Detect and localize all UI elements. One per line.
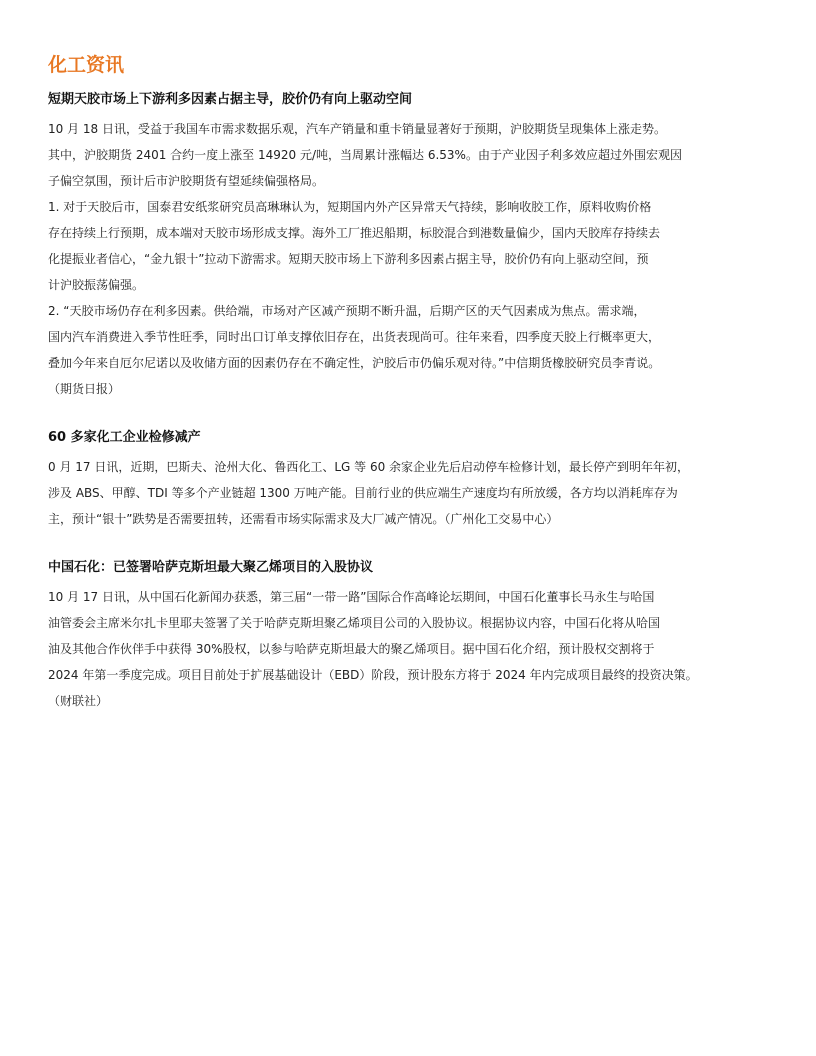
article-title: 中国石化：已签署哈萨克斯坦最大聚乙烯项目的入股协议 [48, 560, 374, 575]
body-line: 2. “天胶市场仍存在利多因素。供给端，市场对产区减产预期不断升温，后期产区的天气因素成为焦点。需求端， [48, 304, 646, 318]
body-line: （财联社） [48, 694, 109, 708]
body-line: 10 月 17 日讯，从中国石化新闻办获悉，第三届“一带一路”国际合作高峰论坛期间，中国石化董事长马永生与哈国 [48, 590, 655, 604]
article-title: 短期天胶市场上下游利多因素占据主导，胶价仍有向上驱动空间 [48, 92, 413, 107]
article-sinopec-kazakhstan [48, 558, 784, 714]
article-title: 60 多家化工企业检修减产 [48, 430, 201, 445]
body-line: 化提振业者信心，“金九银十”拉动下游需求。短期天胶市场上下游利多因素占据主导，胶价仍有向上驱动空间，预 [48, 252, 649, 266]
body-line: 10 月 18 日讯，受益于我国车市需求数据乐观，汽车产销量和重卡销量显著好于预期，沪胶期货呈现集体上涨走势。 [48, 122, 666, 136]
article-body [48, 116, 784, 402]
article-body [48, 584, 784, 714]
body-line: 涉及 ABS、甲醇、TDI 等多个产业链超 1300 万吨产能。目前行业的供应端生产速度均有所放缓，各方均以消耗库存为 [48, 486, 678, 500]
body-line: 其中，沪胶期货 2401 合约一度上涨至 14920 元/吨，当周累计涨幅达 6.53%。由于产业因子利多效应超过外围宏观因 [48, 148, 682, 162]
body-line: 国内汽车消费进入季节性旺季，同时出口订单支撑依旧存在，出货表现尚可。往年来看，四季度天胶上行概率更大， [48, 330, 661, 344]
body-line: 叠加今年来自厄尔尼诺以及收储方面的因素仍存在不确定性，沪胶后市仍偏乐观对待。”中信期货橡胶研究员李青说。 [48, 356, 661, 370]
body-line: 0 月 17 日讯，近期，巴斯夫、沧州大化、鲁西化工、LG 等 60 余家企业先后启动停车检修计划，最长停产到明年年初， [48, 460, 690, 474]
article-chemical-maintenance [48, 428, 784, 532]
body-line: 油管委会主席米尔扎卡里耶夫签署了关于哈萨克斯坦聚乙烯项目公司的入股协议。根据协议内容，中国石化将从哈国 [48, 616, 661, 630]
body-line: （期货日报） [48, 382, 121, 396]
article-body [48, 454, 784, 532]
body-line: 1. 对于天胶后市，国泰君安纸浆研究员高琳琳认为，短期国内外产区异常天气持续，影响收胶工作，原料收购价格 [48, 200, 652, 214]
body-line: 存在持续上行预期，成本端对天胶市场形成支撑。海外工厂推迟船期，标胶混合到港数量偏少，国内天胶库存持续去 [48, 226, 661, 240]
body-line: 油及其他合作伙伴手中获得 30%股权，以参与哈萨克斯坦最大的聚乙烯项目。据中国石化介绍，预计股权交割将于 [48, 642, 655, 656]
document-page [48, 52, 784, 714]
body-line: 主，预计“银十”跌势是否需要扭转，还需看市场实际需求及大厂减产情况。（广州化工交易中心） [48, 512, 559, 526]
body-line: 子偏空氛围，预计后市沪胶期货有望延续偏强格局。 [48, 174, 325, 188]
body-line: 计沪胶振荡偏强。 [48, 278, 145, 292]
article-rubber-market [48, 90, 784, 402]
body-line: 2024 年第一季度完成。项目目前处于扩展基础设计（EBD）阶段，预计股东方将于 2024 年内完成项目最终的投资决策。 [48, 668, 698, 682]
section-title: 化工资讯 [48, 54, 125, 76]
